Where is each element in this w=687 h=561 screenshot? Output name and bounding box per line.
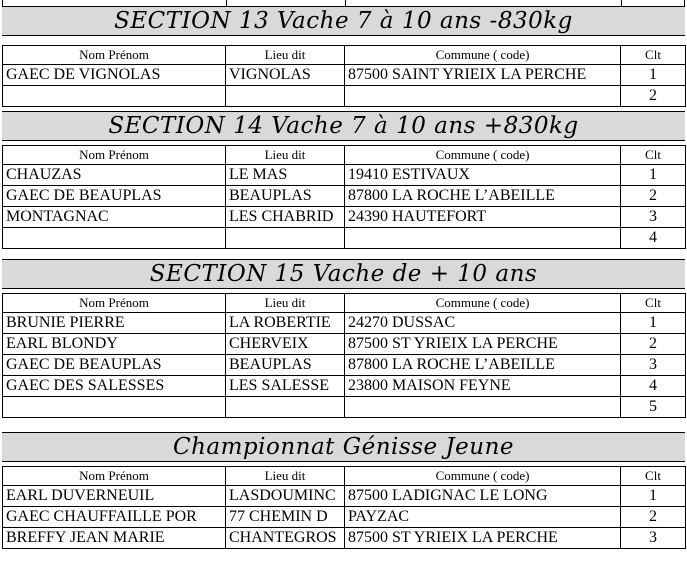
- cell-name: EARL BLONDY: [3, 334, 226, 355]
- cell-name: EARL DUVERNEUIL: [3, 486, 226, 507]
- table-row: [3, 528, 686, 549]
- cell-commune: 24390 HAUTEFORT: [345, 207, 621, 228]
- cell-place: CHERVEIX: [226, 334, 345, 355]
- cell-name: GAEC DE VIGNOLAS: [3, 65, 226, 86]
- cell-clt: 4: [621, 376, 686, 397]
- cell-commune: 87500 LADIGNAC LE LONG: [345, 486, 621, 507]
- results-table: [2, 45, 686, 107]
- cell-name: [3, 228, 226, 249]
- column-header-row: [3, 467, 686, 486]
- column-header-commune: Commune ( code): [345, 467, 621, 486]
- cell-name: GAEC DES SALESSES: [3, 376, 226, 397]
- cell-place: [226, 228, 345, 249]
- section-title: SECTION 15 Vache de + 10 ans: [2, 259, 685, 289]
- column-header-row: [3, 294, 686, 313]
- table-row: [3, 207, 686, 228]
- column-header-row: [3, 146, 686, 165]
- column-header-clt: Clt: [621, 46, 686, 65]
- section-title: SECTION 14 Vache 7 à 10 ans +830kg: [2, 111, 685, 141]
- table-row: [3, 165, 686, 186]
- column-header-place: Lieu dit: [226, 146, 345, 165]
- section-title: Championnat Génisse Jeune: [2, 432, 685, 462]
- section-14: [2, 111, 685, 249]
- cell-name: BRUNIE PIERRE: [3, 313, 226, 334]
- section-15: [2, 259, 685, 418]
- column-header-place: Lieu dit: [226, 467, 345, 486]
- table-row: [3, 397, 686, 418]
- cell-place: LA ROBERTIE: [226, 313, 345, 334]
- column-header-place: Lieu dit: [226, 46, 345, 65]
- column-header-clt: Clt: [621, 467, 686, 486]
- column-header-place: Lieu dit: [226, 294, 345, 313]
- section-13: [2, 6, 685, 107]
- cell-place: 77 CHEMIN D: [226, 507, 345, 528]
- cell-place: LASDOUMINC: [226, 486, 345, 507]
- results-table: [2, 293, 686, 418]
- table-row: [3, 65, 686, 86]
- cell-name: MONTAGNAC: [3, 207, 226, 228]
- cell-clt: 4: [621, 228, 686, 249]
- section-championnat-genisse-jeune: [2, 432, 685, 549]
- column-header-commune: Commune ( code): [345, 146, 621, 165]
- cell-commune: 23800 MAISON FEYNE: [345, 376, 621, 397]
- table-row: [3, 228, 686, 249]
- cell-name: CHAUZAS: [3, 165, 226, 186]
- cell-place: [226, 397, 345, 418]
- cell-clt: 1: [621, 313, 686, 334]
- cell-commune: PAYZAC: [345, 507, 621, 528]
- cell-clt: 3: [621, 355, 686, 376]
- cell-place: [226, 86, 345, 107]
- table-row: [3, 355, 686, 376]
- cell-name: GAEC CHAUFFAILLE POR: [3, 507, 226, 528]
- cell-commune: 24270 DUSSAC: [345, 313, 621, 334]
- cell-clt: 3: [621, 528, 686, 549]
- table-row: [3, 376, 686, 397]
- cell-clt: 2: [621, 334, 686, 355]
- cell-commune: 87500 SAINT YRIEIX LA PERCHE: [345, 65, 621, 86]
- cell-place: LES SALESSE: [226, 376, 345, 397]
- table-row: [3, 486, 686, 507]
- cell-clt: 2: [621, 86, 686, 107]
- cell-commune: 87800 LA ROCHE L’ABEILLE: [345, 186, 621, 207]
- column-header-name: Nom Prénom: [3, 467, 226, 486]
- table-row: [3, 334, 686, 355]
- results-table: [2, 145, 686, 249]
- cell-place: LES CHABRID: [226, 207, 345, 228]
- cell-name: BREFFY JEAN MARIE: [3, 528, 226, 549]
- cell-commune: 19410 ESTIVAUX: [345, 165, 621, 186]
- cell-name: GAEC DE BEAUPLAS: [3, 355, 226, 376]
- cell-commune: [345, 86, 621, 107]
- table-row: [3, 507, 686, 528]
- column-header-commune: Commune ( code): [345, 46, 621, 65]
- section-title: SECTION 13 Vache 7 à 10 ans -830kg: [2, 6, 685, 36]
- cell-place: LE MAS: [226, 165, 345, 186]
- table-row: [3, 86, 686, 107]
- cell-clt: 1: [621, 165, 686, 186]
- cell-clt: 3: [621, 207, 686, 228]
- column-header-name: Nom Prénom: [3, 46, 226, 65]
- cell-place: BEAUPLAS: [226, 355, 345, 376]
- cell-place: BEAUPLAS: [226, 186, 345, 207]
- cell-name: [3, 397, 226, 418]
- table-row: [3, 186, 686, 207]
- column-header-row: [3, 46, 686, 65]
- column-header-commune: Commune ( code): [345, 294, 621, 313]
- cell-clt: 1: [621, 65, 686, 86]
- cell-commune: [345, 228, 621, 249]
- cell-name: GAEC DE BEAUPLAS: [3, 186, 226, 207]
- column-header-clt: Clt: [621, 294, 686, 313]
- cell-commune: [345, 397, 621, 418]
- cell-name: [3, 86, 226, 107]
- cell-commune: 87800 LA ROCHE L’ABEILLE: [345, 355, 621, 376]
- column-header-name: Nom Prénom: [3, 146, 226, 165]
- column-header-name: Nom Prénom: [3, 294, 226, 313]
- cell-clt: 5: [621, 397, 686, 418]
- cell-place: CHANTEGROS: [226, 528, 345, 549]
- cell-place: VIGNOLAS: [226, 65, 345, 86]
- cell-clt: 1: [621, 486, 686, 507]
- results-table: [2, 466, 686, 549]
- cell-clt: 2: [621, 186, 686, 207]
- column-header-clt: Clt: [621, 146, 686, 165]
- table-row: [3, 313, 686, 334]
- cell-clt: 2: [621, 507, 686, 528]
- cell-commune: 87500 ST YRIEIX LA PERCHE: [345, 528, 621, 549]
- cell-commune: 87500 ST YRIEIX LA PERCHE: [345, 334, 621, 355]
